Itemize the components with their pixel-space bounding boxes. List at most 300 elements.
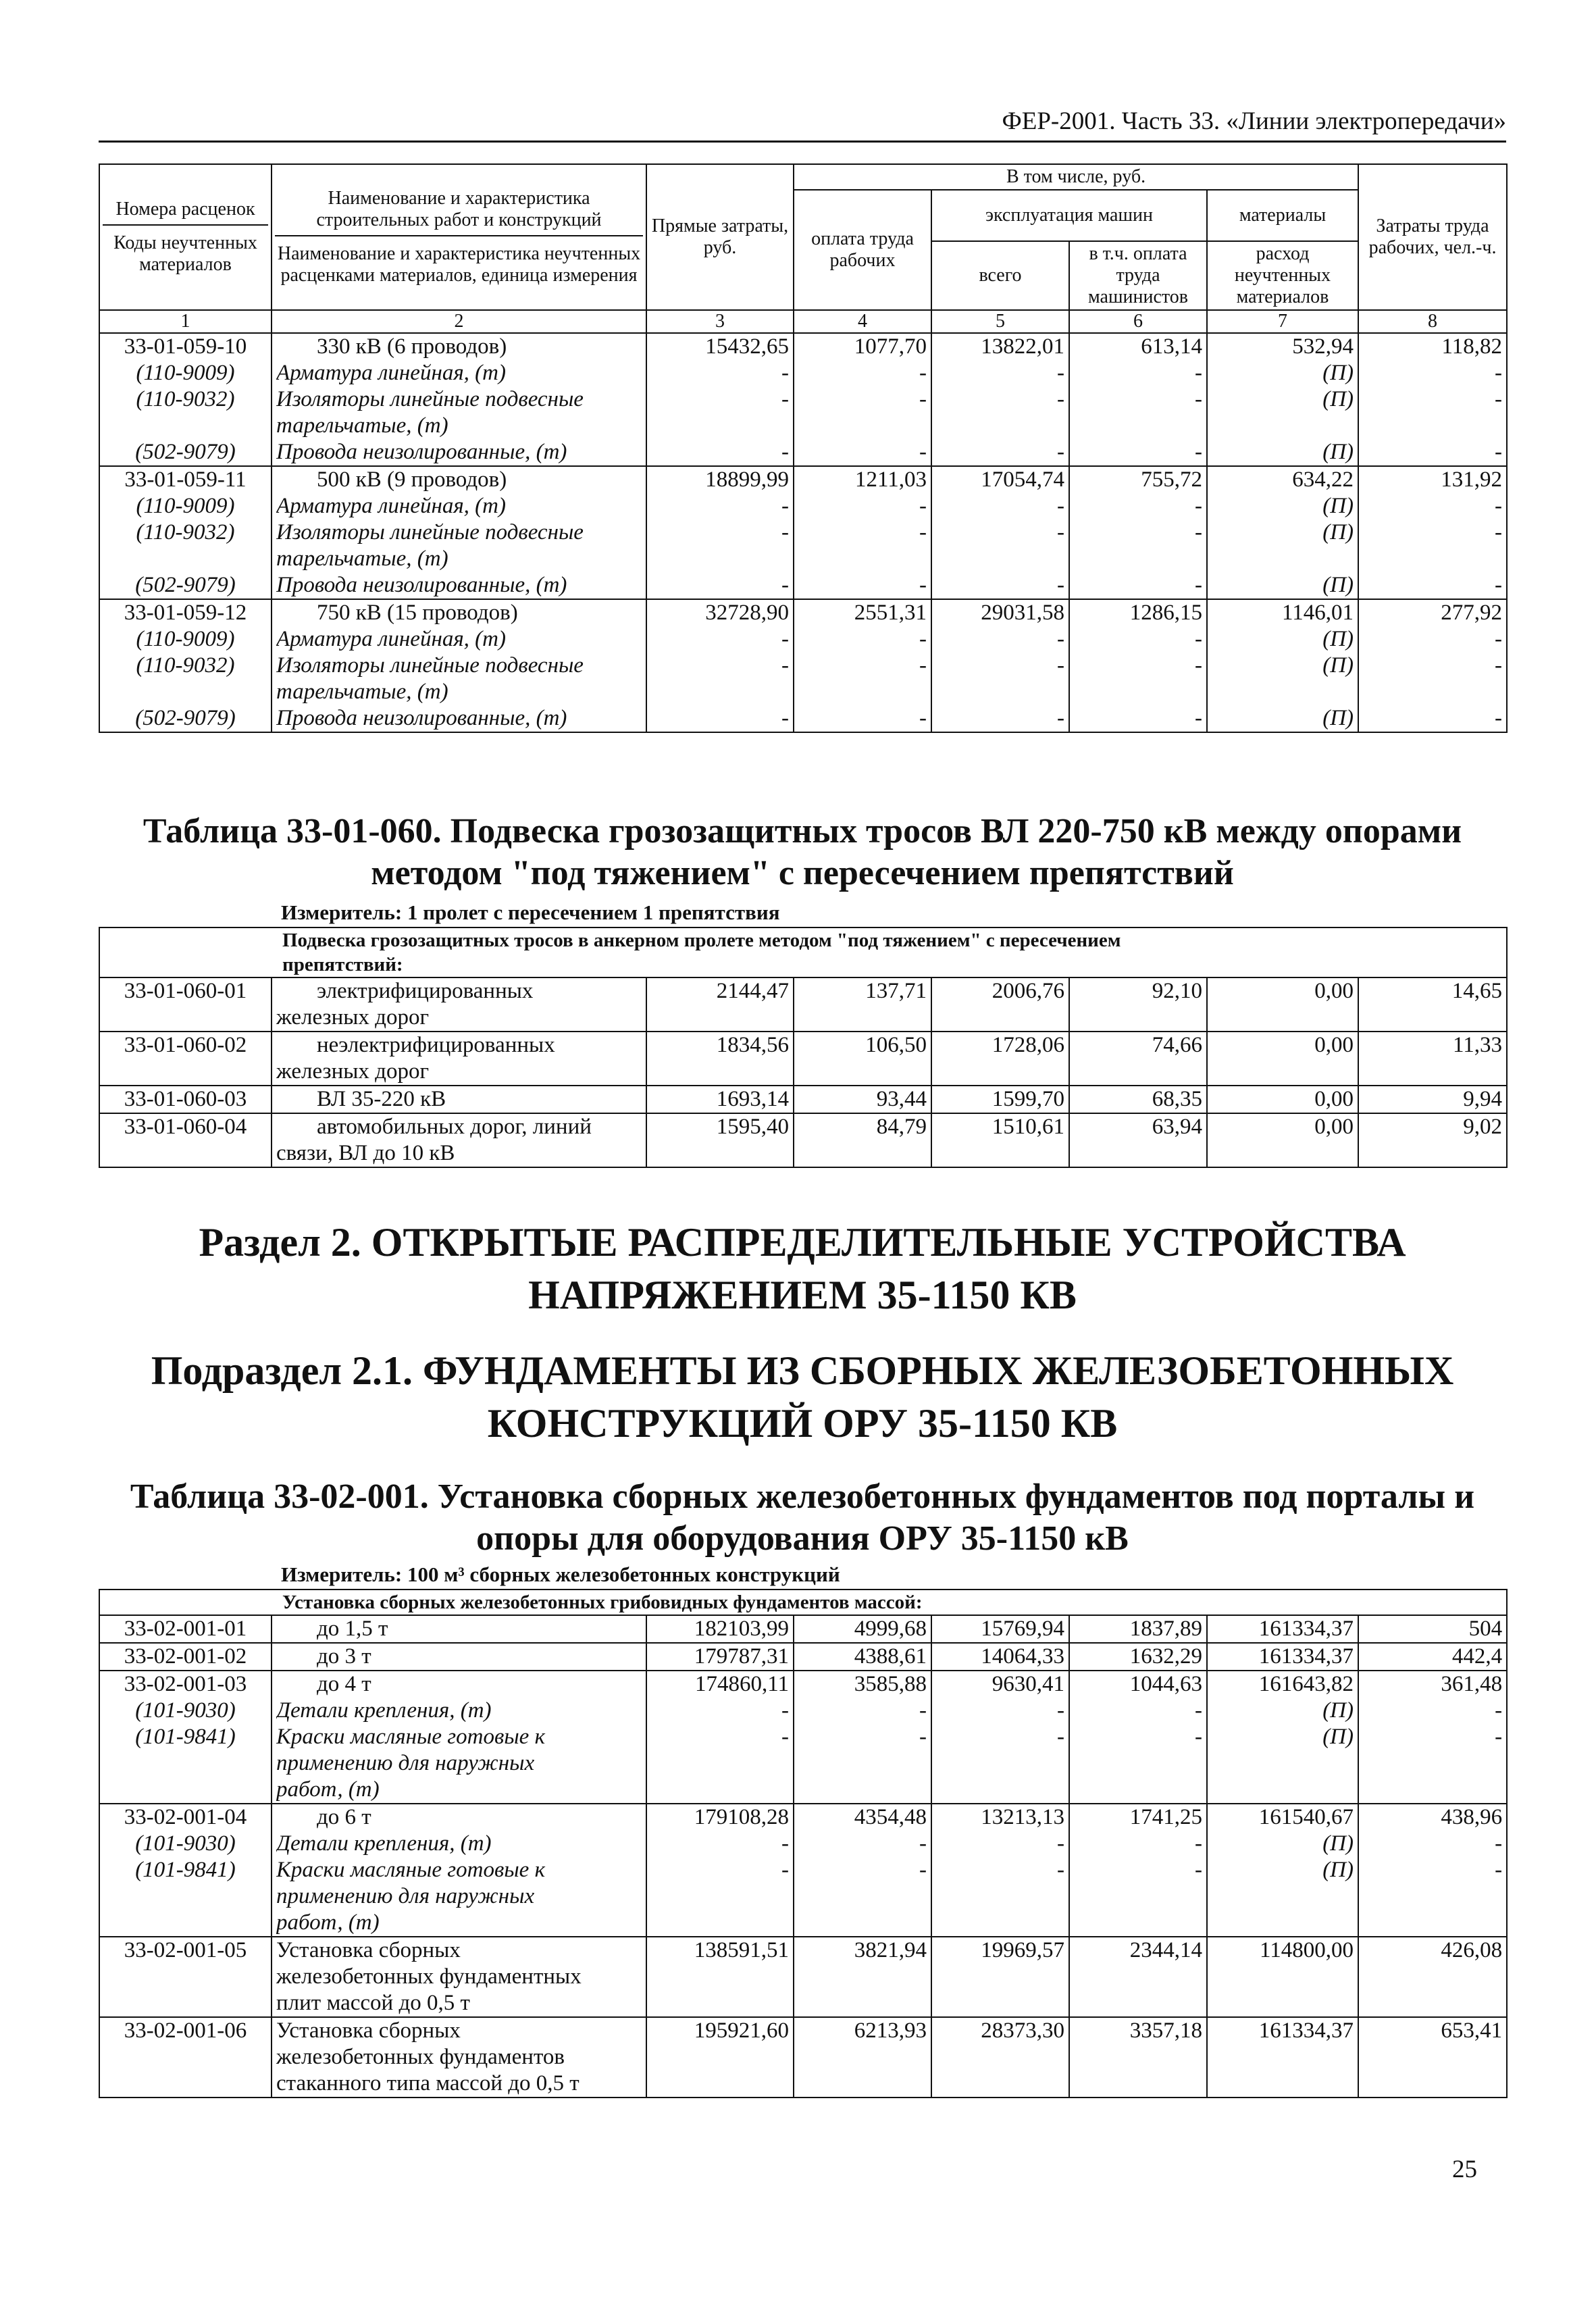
material-name-line: работ, (т) (276, 1910, 380, 1935)
value: 131,92 (1441, 467, 1503, 492)
col2-header: Наименование и характеристика строительных работ и конструкций Наименование и характеристика неучтенных расценками материалов, единица измерения (272, 164, 646, 310)
empty-line (1363, 679, 1502, 705)
material-code-spacer (104, 413, 267, 439)
unaccounted-material-mark: (П) (1322, 387, 1354, 411)
empty-line (651, 1910, 789, 1936)
price-code-cell (99, 977, 272, 1032)
table-row (99, 1804, 1507, 1937)
value: 1632,29 (1129, 1644, 1202, 1669)
material-name-line: Детали крепления, (т) (276, 1831, 492, 1856)
material-code: (502-9079) (135, 573, 236, 597)
unaccounted-material-mark: (П) (1322, 440, 1354, 464)
subsection-2-1-heading: Подраздел 2.1. ФУНДАМЕНТЫ ИЗ СБОРНЫХ ЖЕЛЕЗОБЕТОННЫХ КОНСТРУКЦИЙ ОРУ 35-1150 КВ (151, 1348, 1454, 1446)
value: 0,00 (1314, 979, 1354, 1003)
value: 613,14 (1141, 334, 1202, 359)
value-cell (794, 1032, 931, 1086)
dash-mark: - (1195, 1725, 1202, 1749)
material-name-line: тарельчатые, (т) (276, 413, 448, 438)
work-name-line: Установка сборных (276, 2018, 461, 2043)
value-cell (646, 1937, 794, 2017)
unaccounted-material-mark: (П) (1322, 1831, 1354, 1856)
material-name-line: Провода неизолированные, (т) (276, 573, 567, 597)
value: 1728,06 (992, 1033, 1064, 1057)
price-code-cell (99, 466, 272, 599)
dash-mark: - (781, 573, 789, 597)
material-name-line: Арматура линейная, (т) (276, 494, 506, 518)
value-cell (1358, 1937, 1507, 2017)
value: 0,00 (1314, 1087, 1354, 1111)
value-cell (931, 1113, 1069, 1167)
value-cell (1358, 599, 1507, 732)
dash-mark: - (781, 1831, 789, 1856)
price-code-cell (99, 599, 272, 732)
value-cell (1069, 2017, 1207, 2098)
value-cell (1069, 1032, 1207, 1086)
price-code-cell (99, 1086, 272, 1113)
work-name-cell (272, 977, 646, 1032)
dash-mark: - (1495, 387, 1503, 411)
dash-mark: - (1057, 520, 1064, 544)
empty-line (1212, 1883, 1354, 1910)
work-name-line: до 1,5 т (317, 1617, 388, 1641)
value: 14064,33 (981, 1644, 1064, 1669)
value: 15769,94 (981, 1617, 1064, 1641)
dash-mark: - (1057, 361, 1064, 385)
work-name-line: железных дорог (276, 1005, 429, 1030)
dash-mark: - (1195, 573, 1202, 597)
value-cell (1358, 1086, 1507, 1113)
work-name-cell (272, 333, 646, 466)
dash-mark: - (1057, 1831, 1064, 1856)
empty-line (1074, 1750, 1202, 1777)
unaccounted-material-mark: (П) (1322, 1725, 1354, 1749)
value: 161540,67 (1258, 1805, 1354, 1829)
value: 1595,40 (716, 1115, 789, 1139)
empty-line (651, 1750, 789, 1777)
value: 18899,99 (705, 467, 789, 492)
dash-mark: - (1495, 627, 1503, 651)
value-cell (646, 1671, 794, 1804)
table-row (99, 1032, 1507, 1086)
value-cell (794, 1671, 931, 1804)
price-code: 33-02-001-04 (124, 1805, 247, 1829)
value: 137,71 (865, 979, 927, 1003)
value-cell (1069, 1937, 1207, 2017)
price-code-cell (99, 1615, 272, 1643)
value: 13213,13 (981, 1805, 1064, 1829)
value-cell (1358, 1643, 1507, 1671)
value-cell (1069, 599, 1207, 732)
value: 1599,70 (992, 1087, 1064, 1111)
value: 195921,60 (694, 2018, 789, 2043)
dash-mark: - (919, 653, 927, 678)
value: 426,08 (1441, 1938, 1503, 1962)
value-cell (794, 1113, 931, 1167)
material-name-line: Изоляторы линейные подвесные (276, 520, 584, 544)
dash-mark: - (781, 387, 789, 411)
col3-header: Прямые затраты, руб. (646, 164, 794, 310)
section-2-heading: Раздел 2. ОТКРЫТЫЕ РАСПРЕДЕЛИТЕЛЬНЫЕ УСТРОЙСТВА НАПРЯЖЕНИЕМ 35-1150 КВ (199, 1220, 1406, 1317)
value: 1693,14 (716, 1087, 789, 1111)
value-cell (1358, 1032, 1507, 1086)
value: 9,94 (1463, 1087, 1502, 1111)
empty-line (1363, 1750, 1502, 1777)
price-code: 33-01-060-01 (124, 979, 247, 1003)
value-cell (794, 1643, 931, 1671)
dash-mark: - (1495, 1698, 1503, 1723)
col1-header: Номера расценок Коды неучтенных материалов (99, 164, 272, 310)
value: 32728,90 (705, 601, 789, 625)
empty-line (1212, 1910, 1354, 1936)
value: 138591,51 (694, 1938, 789, 1962)
material-code: (110-9032) (136, 520, 235, 544)
material-code-spacer (104, 1910, 267, 1936)
value-cell (931, 333, 1069, 466)
work-name-cell (272, 466, 646, 599)
dash-mark: - (1057, 387, 1064, 411)
value: 277,92 (1441, 601, 1503, 625)
value-cell (794, 1615, 931, 1643)
material-name-line: Изоляторы линейные подвесные (276, 387, 584, 411)
price-code-cell (99, 1643, 272, 1671)
table-row (99, 977, 1507, 1032)
dash-mark: - (1195, 706, 1202, 730)
price-code-cell (99, 1671, 272, 1804)
value: 2344,14 (1129, 1938, 1202, 1962)
value-cell (931, 1032, 1069, 1086)
value-cell (794, 1804, 931, 1937)
price-code-cell (99, 1032, 272, 1086)
value-cell (646, 1643, 794, 1671)
column-number: 5 (931, 310, 1069, 333)
table-row (99, 2017, 1507, 2098)
column-number-row (99, 310, 1507, 333)
value: 74,66 (1152, 1033, 1202, 1057)
empty-line (798, 1910, 927, 1936)
col5-header: всего (931, 241, 1069, 310)
dash-mark: - (1195, 627, 1202, 651)
dash-mark: - (781, 1858, 789, 1882)
dash-mark: - (1057, 440, 1064, 464)
dash-mark: - (1495, 440, 1503, 464)
materials-header: материалы (1207, 190, 1358, 241)
value-cell (1358, 333, 1507, 466)
value: 63,94 (1152, 1115, 1202, 1139)
work-name-line: неэлектрифицированных (317, 1033, 555, 1057)
value: 179108,28 (694, 1805, 789, 1829)
value: 174860,11 (694, 1672, 789, 1696)
material-code: (110-9009) (136, 361, 235, 385)
dash-mark: - (781, 1698, 789, 1723)
col4-header: оплата труда рабочих (794, 190, 931, 310)
empty-line (651, 1777, 789, 1803)
empty-line (936, 1910, 1064, 1936)
table-059-wrapper (99, 163, 1506, 733)
value-cell (931, 1086, 1069, 1113)
empty-line (798, 1750, 927, 1777)
table-059 (99, 163, 1508, 733)
work-name: 500 кВ (9 проводов) (317, 467, 507, 492)
empty-line (1212, 413, 1354, 439)
column-number: 6 (1069, 310, 1207, 333)
unaccounted-material-mark: (П) (1322, 706, 1354, 730)
value-cell (646, 1113, 794, 1167)
value: 3821,94 (854, 1938, 927, 1962)
empty-line (1212, 1777, 1354, 1803)
material-code-spacer (104, 546, 267, 572)
work-name-line: ВЛ 35-220 кВ (317, 1087, 446, 1111)
empty-line (1363, 1883, 1502, 1910)
value: 1834,56 (716, 1033, 789, 1057)
price-code: 33-01-059-12 (124, 601, 247, 625)
empty-line (1212, 546, 1354, 572)
material-code-spacer (104, 679, 267, 705)
value: 634,22 (1292, 467, 1354, 492)
value-cell (1358, 1671, 1507, 1804)
block-059-body (99, 333, 1507, 732)
dash-mark: - (1195, 1831, 1202, 1856)
value-cell (646, 977, 794, 1032)
column-number: 8 (1358, 310, 1507, 333)
dash-mark: - (1495, 520, 1503, 544)
price-code: 33-02-001-03 (124, 1672, 247, 1696)
dash-mark: - (919, 494, 927, 518)
value-cell (1207, 2017, 1358, 2098)
material-name-line: Арматура линейная, (т) (276, 627, 506, 651)
table-060-title: Таблица 33-01-060. Подвеска грозозащитных тросов ВЛ 220-750 кВ между опорами методом "под тяжением" с пересечением препятствий (143, 812, 1462, 892)
empty-line (1212, 1750, 1354, 1777)
empty-line (798, 679, 927, 705)
dash-mark: - (1057, 653, 1064, 678)
empty-line (1212, 679, 1354, 705)
value-cell (1069, 1804, 1207, 1937)
work-name-cell (272, 1086, 646, 1113)
work-name-cell (272, 1113, 646, 1167)
dash-mark: - (1057, 706, 1064, 730)
dash-mark: - (919, 1858, 927, 1882)
value-cell (1069, 466, 1207, 599)
table-row (99, 1615, 1507, 1643)
unaccounted-material-mark: (П) (1322, 573, 1354, 597)
value: 118,82 (1441, 334, 1503, 359)
work-name-cell (272, 599, 646, 732)
dash-mark: - (1495, 706, 1503, 730)
value-cell (1207, 333, 1358, 466)
dash-mark: - (781, 1725, 789, 1749)
dash-mark: - (1495, 1831, 1503, 1856)
dash-mark: - (781, 440, 789, 464)
table-060-body (99, 927, 1507, 1167)
material-code: (110-9032) (136, 387, 235, 411)
value: 17054,74 (981, 467, 1064, 492)
price-code-cell (99, 333, 272, 466)
value-cell (931, 2017, 1069, 2098)
dash-mark: - (781, 520, 789, 544)
material-code: (101-9030) (135, 1698, 236, 1723)
running-header: ФЕР-2001. Часть 33. «Линии электропередачи» (1002, 107, 1506, 135)
value: 161334,37 (1258, 1644, 1354, 1669)
table-row (99, 1937, 1507, 2017)
price-code-cell (99, 2017, 272, 2098)
value-cell (646, 1615, 794, 1643)
work-name-line: до 6 т (317, 1805, 371, 1829)
work-name-cell (272, 1937, 646, 2017)
value: 106,50 (865, 1033, 927, 1057)
table-row (99, 466, 1507, 599)
work-name-line: железобетонных фундаментов (276, 2045, 565, 2069)
value-cell (1207, 1937, 1358, 2017)
value: 4999,68 (854, 1617, 927, 1641)
work-name: 330 кВ (6 проводов) (317, 334, 507, 359)
dash-mark: - (1195, 440, 1202, 464)
material-code-spacer (104, 1883, 267, 1910)
empty-line (798, 1883, 927, 1910)
price-code: 33-02-001-01 (124, 1617, 247, 1641)
work-name: 750 кВ (15 проводов) (317, 601, 518, 625)
material-name-line: Детали крепления, (т) (276, 1698, 492, 1723)
value: 504 (1468, 1617, 1503, 1641)
table-row (99, 1643, 1507, 1671)
dash-mark: - (1495, 1858, 1503, 1882)
empty-line (936, 1750, 1064, 1777)
unaccounted-material-mark: (П) (1322, 494, 1354, 518)
dash-mark: - (919, 706, 927, 730)
material-name-line: Провода неизолированные, (т) (276, 440, 567, 464)
dash-mark: - (919, 1831, 927, 1856)
empty-line (798, 546, 927, 572)
value-cell (1207, 599, 1358, 732)
material-name-line: применению для наружных (276, 1884, 535, 1908)
value: 1211,03 (854, 467, 927, 492)
value: 1077,70 (854, 334, 927, 359)
dash-mark: - (781, 706, 789, 730)
dash-mark: - (1195, 361, 1202, 385)
empty-line (936, 1777, 1064, 1803)
value-cell (1207, 977, 1358, 1032)
value-cell (1358, 1615, 1507, 1643)
dash-mark: - (1495, 494, 1503, 518)
value: 13822,01 (981, 334, 1064, 359)
value-cell (794, 333, 931, 466)
material-code: (101-9841) (135, 1858, 236, 1882)
dash-mark: - (781, 361, 789, 385)
value-cell (794, 1086, 931, 1113)
work-name-cell (272, 2017, 646, 2098)
value: 161334,37 (1258, 1617, 1354, 1641)
work-name-line: до 3 т (317, 1644, 371, 1669)
value-cell (794, 466, 931, 599)
value: 92,10 (1152, 979, 1202, 1003)
value-cell (931, 977, 1069, 1032)
value: 161334,37 (1258, 2018, 1354, 2043)
dash-mark: - (1057, 1725, 1064, 1749)
price-code-cell (99, 1113, 272, 1167)
empty-line (651, 1883, 789, 1910)
table-001-title: Таблица 33-02-001. Установка сборных железобетонных фундаментов под порталы и опоры для оборудования ОРУ 35-1150 кВ (130, 1477, 1475, 1558)
value-cell (646, 1804, 794, 1937)
price-code: 33-02-001-02 (124, 1644, 247, 1669)
value: 182103,99 (694, 1617, 789, 1641)
empty-line (1074, 1883, 1202, 1910)
table-001 (99, 1589, 1508, 2098)
value-cell (646, 1032, 794, 1086)
price-code: 33-01-060-03 (124, 1087, 247, 1111)
dash-mark: - (1495, 573, 1503, 597)
price-code: 33-02-001-05 (124, 1938, 247, 1962)
column-number: 1 (99, 310, 272, 333)
work-name-line: плит массой до 0,5 т (276, 1991, 470, 2015)
value-cell (646, 599, 794, 732)
empty-line (651, 679, 789, 705)
table-row (99, 1086, 1507, 1113)
value: 1044,63 (1129, 1672, 1202, 1696)
empty-line (1363, 546, 1502, 572)
value: 1146,01 (1281, 601, 1354, 625)
value-cell (646, 1086, 794, 1113)
table-001-group-row (99, 1590, 1507, 1615)
dash-mark: - (1495, 653, 1503, 678)
table-060-group-label: Подвеска грозозащитных тросов в анкерном пролете методом "под тяжением" с пересечением препятствий: (99, 927, 1507, 977)
material-code: (110-9009) (136, 494, 235, 518)
value-cell (1069, 1615, 1207, 1643)
value-cell (1069, 333, 1207, 466)
value: 0,00 (1314, 1115, 1354, 1139)
value-cell (794, 599, 931, 732)
value: 9,02 (1463, 1115, 1502, 1139)
table-060-group-row (99, 927, 1507, 977)
value: 3585,88 (854, 1672, 927, 1696)
work-name-cell (272, 1032, 646, 1086)
dash-mark: - (1057, 1698, 1064, 1723)
value: 11,33 (1452, 1033, 1502, 1057)
empty-line (1363, 1910, 1502, 1936)
unaccounted-material-mark: (П) (1322, 1698, 1354, 1723)
value: 179787,31 (694, 1644, 789, 1669)
empty-line (936, 546, 1064, 572)
value-cell (931, 1671, 1069, 1804)
value-cell (1358, 466, 1507, 599)
empty-line (936, 1883, 1064, 1910)
value: 15432,65 (705, 334, 789, 359)
value: 0,00 (1314, 1033, 1354, 1057)
unaccounted-material-mark: (П) (1322, 361, 1354, 385)
work-name-line: Установка сборных (276, 1938, 461, 1962)
column-number: 3 (646, 310, 794, 333)
value-cell (646, 333, 794, 466)
value: 4388,61 (854, 1644, 927, 1669)
empty-line (1363, 413, 1502, 439)
dash-mark: - (781, 653, 789, 678)
value-cell (794, 1937, 931, 2017)
page-number: 25 (1452, 2156, 1477, 2183)
work-name-line: связи, ВЛ до 10 кВ (276, 1141, 455, 1165)
unaccounted-material-mark: (П) (1322, 520, 1354, 544)
price-code: 33-01-060-04 (124, 1115, 247, 1139)
price-code-cell (99, 1804, 272, 1937)
empty-line (1074, 546, 1202, 572)
value: 438,96 (1441, 1805, 1503, 1829)
value-cell (1207, 1032, 1358, 1086)
price-code: 33-02-001-06 (124, 2018, 247, 2043)
value-cell (931, 1643, 1069, 1671)
value: 28373,30 (981, 2018, 1064, 2043)
work-name-cell (272, 1643, 646, 1671)
price-code-cell (99, 1937, 272, 2017)
value-cell (1207, 1615, 1358, 1643)
machines-header: эксплуатация машин (931, 190, 1207, 241)
column-number: 7 (1207, 310, 1358, 333)
value: 2551,31 (854, 601, 927, 625)
